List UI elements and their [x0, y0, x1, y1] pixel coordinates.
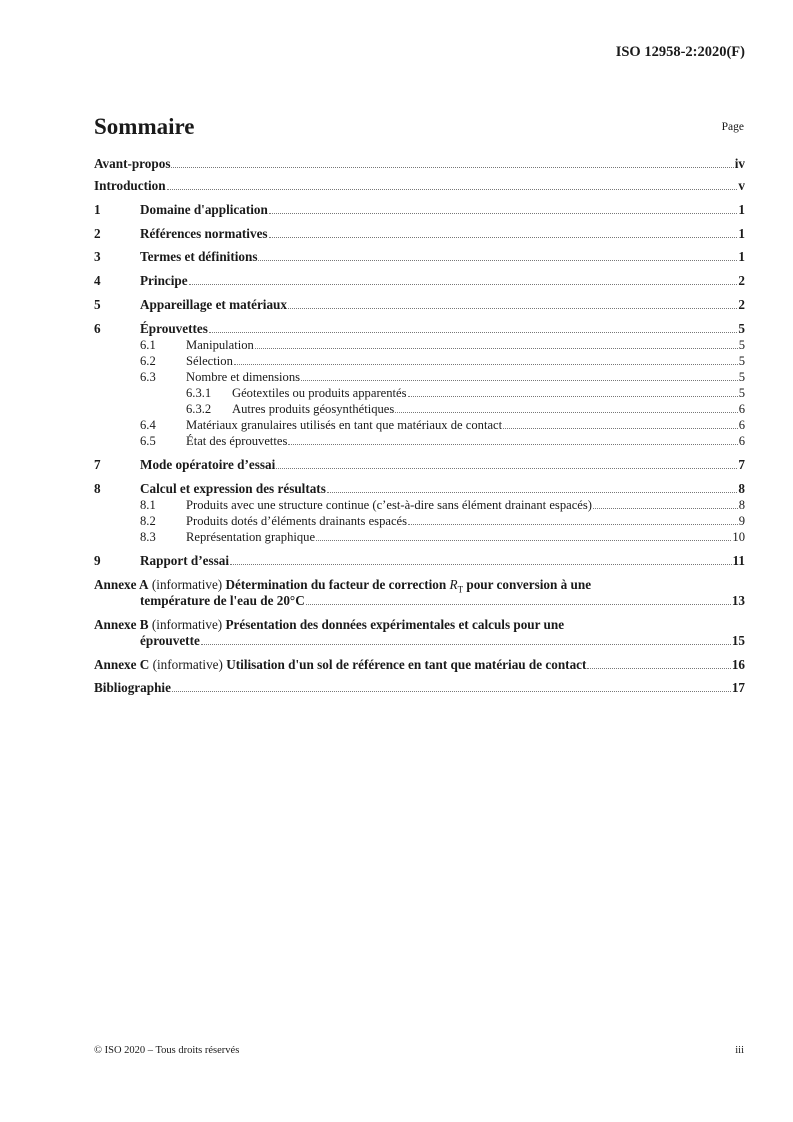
annex-title-line [94, 617, 564, 633]
dot-leader [167, 188, 738, 190]
toc-entry-title: Domaine d'application [140, 202, 268, 217]
toc-entry-title: État des éprouvettes [186, 434, 288, 448]
toc-entry-number: 8.3 [140, 530, 156, 544]
toc-entry-page: 5 [738, 354, 745, 368]
toc-entry-title: Introduction [94, 178, 166, 193]
toc-entry-title: Produits dotés d’éléments drainants espacés [186, 514, 408, 528]
dot-leader [255, 347, 738, 349]
dot-leader [269, 236, 738, 238]
dot-leader [316, 539, 731, 541]
copyright-footer: © ISO 2020 – Tous droits réservés [94, 1045, 240, 1056]
toc-entry-number: 6.3 [140, 370, 156, 384]
toc-entry-number: 5 [94, 297, 101, 312]
annex-title-line2 [140, 593, 745, 609]
toc-entry-title: Bibliographie [94, 680, 171, 695]
dot-leader [171, 166, 733, 168]
toc-entry-number: 6 [94, 321, 101, 336]
annex-label: Annexe B [94, 617, 149, 632]
toc-entry-number: 2 [94, 226, 101, 241]
toc-entry-bibliography[interactable] [94, 680, 745, 696]
toc-entry-page: 5 [738, 370, 745, 384]
toc-entry-number: 6.5 [140, 434, 156, 448]
toc-entry-page: 6 [738, 434, 745, 448]
toc-entry[interactable] [140, 353, 745, 369]
dot-leader [301, 379, 738, 381]
dot-leader [593, 507, 738, 509]
toc-entry-title: Avant-propos [94, 156, 171, 171]
annex-type: (informative) [151, 577, 223, 592]
toc-entry-page: 1 [738, 249, 745, 264]
annex-title-line [94, 657, 586, 673]
toc-entry-title: Appareillage et matériaux [140, 297, 287, 312]
annex-page: 15 [731, 633, 745, 648]
toc-entry[interactable] [140, 337, 745, 353]
dot-leader [395, 411, 737, 413]
toc-entry[interactable] [94, 249, 745, 265]
annex-title: température de l'eau de 20°C [140, 593, 305, 608]
dot-leader [288, 307, 737, 309]
toc-entry[interactable] [140, 497, 745, 513]
dot-leader [587, 667, 730, 669]
toc-entry-page: v [738, 178, 745, 193]
page-number: iii [735, 1045, 744, 1056]
toc-entry[interactable] [94, 297, 745, 313]
toc-entry[interactable] [140, 513, 745, 529]
toc-entry[interactable] [186, 385, 745, 401]
toc-entry-page: 7 [738, 457, 745, 472]
toc-entry-page: 1 [738, 202, 745, 217]
toc-entry-page: 2 [738, 273, 745, 288]
toc-entry-number: 8 [94, 481, 101, 496]
toc-entry-title: Principe [140, 273, 188, 288]
dot-leader [234, 363, 738, 365]
symbol-subscript: T [457, 584, 464, 595]
toc-entry-page: 17 [731, 680, 745, 695]
annex-page: 16 [731, 657, 745, 672]
toc-entry-number: 9 [94, 553, 101, 568]
annex-title: Détermination du facteur de correction [225, 577, 447, 592]
toc-entry-number: 8.1 [140, 498, 156, 512]
toc-entry-number: 6.3.1 [186, 386, 212, 400]
dot-leader [189, 283, 738, 285]
toc-entry[interactable] [94, 226, 745, 242]
annex-title-line2 [140, 633, 745, 649]
toc-entry-page: 6 [738, 402, 745, 416]
annex-title-line [94, 657, 745, 673]
dot-leader [408, 395, 738, 397]
page-column-label: Page [721, 121, 744, 133]
toc-entry[interactable] [94, 156, 745, 172]
toc-entry-title: Termes et définitions [140, 249, 258, 264]
annex-title: éprouvette [140, 633, 200, 648]
toc-entry-page: iv [734, 156, 745, 171]
toc-entry-title: Sélection [186, 354, 233, 368]
dot-leader [258, 259, 737, 261]
toc-entry-number: 6.2 [140, 354, 156, 368]
toc-entry-title: Rapport d’essai [140, 553, 230, 568]
toc-entry[interactable] [94, 321, 745, 337]
annex-title: Utilisation d'un sol de référence en tant que matériau de contact [226, 657, 587, 672]
dot-leader [306, 603, 731, 605]
dot-leader [288, 443, 737, 445]
toc-entry-title: Représentation graphique [186, 530, 316, 544]
dot-leader [230, 563, 732, 565]
annex-label: Annexe A [94, 577, 149, 592]
toc-entry[interactable] [140, 369, 745, 385]
toc-entry-page: 2 [738, 297, 745, 312]
correction-factor-symbol: R [449, 577, 458, 592]
toc-entry[interactable] [94, 553, 745, 569]
toc-entry-number: 4 [94, 273, 101, 288]
toc-entry-number: 6.4 [140, 418, 156, 432]
dot-leader [327, 491, 738, 493]
toc-entry-page: 8 [738, 498, 745, 512]
toc-entry-title: Calcul et expression des résultats [140, 481, 326, 496]
toc-entry-title: Nombre et dimensions [186, 370, 301, 384]
dot-leader [408, 523, 738, 525]
dot-leader [276, 467, 737, 469]
dot-leader [503, 427, 738, 429]
toc-entry-title: Matériaux granulaires utilisés en tant que matériaux de contact [186, 418, 503, 432]
annex-type: (informative) [152, 657, 223, 672]
toc-entry[interactable] [94, 178, 745, 194]
toc-entry[interactable] [94, 457, 745, 473]
toc-entry-number: 3 [94, 249, 101, 264]
page-title: Sommaire [94, 114, 195, 139]
toc-entry-page: 6 [738, 418, 745, 432]
toc-entry-page: 8 [738, 481, 745, 496]
dot-leader [209, 331, 738, 333]
toc-entry-number: 1 [94, 202, 101, 217]
annex-title-cont: pour conversion à une [466, 577, 592, 592]
toc-entry[interactable] [186, 401, 745, 417]
toc-entry-page: 1 [738, 226, 745, 241]
toc-entry-page: 5 [738, 386, 745, 400]
annex-type: (informative) [151, 617, 223, 632]
toc-entry[interactable] [94, 481, 745, 497]
document-id: ISO 12958-2:2020(F) [615, 44, 745, 60]
toc-entry-page: 5 [738, 321, 745, 336]
toc-entry-title: Références normatives [140, 226, 268, 241]
dot-leader [172, 690, 731, 692]
toc-entry-page: 11 [732, 553, 745, 568]
dot-leader [269, 212, 738, 214]
dot-leader [201, 643, 731, 645]
toc-entry-title: Mode opératoire d’essai [140, 457, 276, 472]
toc-entry[interactable] [94, 273, 745, 289]
toc-entry[interactable] [94, 202, 745, 218]
toc-entry[interactable] [140, 417, 745, 433]
toc-entry-number: 7 [94, 457, 101, 472]
toc-entry-number: 8.2 [140, 514, 156, 528]
annex-page: 13 [731, 593, 745, 608]
toc-entry-number: 6.3.2 [186, 402, 212, 416]
annex-title: Présentation des données expérimentales et calculs pour une [225, 617, 565, 632]
toc-entry-page: 10 [732, 530, 745, 544]
toc-entry-page: 5 [738, 338, 745, 352]
toc-entry[interactable] [140, 529, 745, 545]
toc-entry-title: Autres produits géosynthétiques [232, 402, 395, 416]
toc-entry-title: Manipulation [186, 338, 254, 352]
toc-entry-title: Géotextiles ou produits apparentés [232, 386, 407, 400]
toc-entry-title: Produits avec une structure continue (c’est-à-dire sans élément drainant espacés) [186, 498, 592, 512]
toc-entry-number: 6.1 [140, 338, 156, 352]
annex-label: Annexe C [94, 657, 150, 672]
toc-entry-page: 9 [738, 514, 745, 528]
toc-entry[interactable] [140, 433, 745, 449]
toc-entry-title: Éprouvettes [140, 321, 208, 336]
